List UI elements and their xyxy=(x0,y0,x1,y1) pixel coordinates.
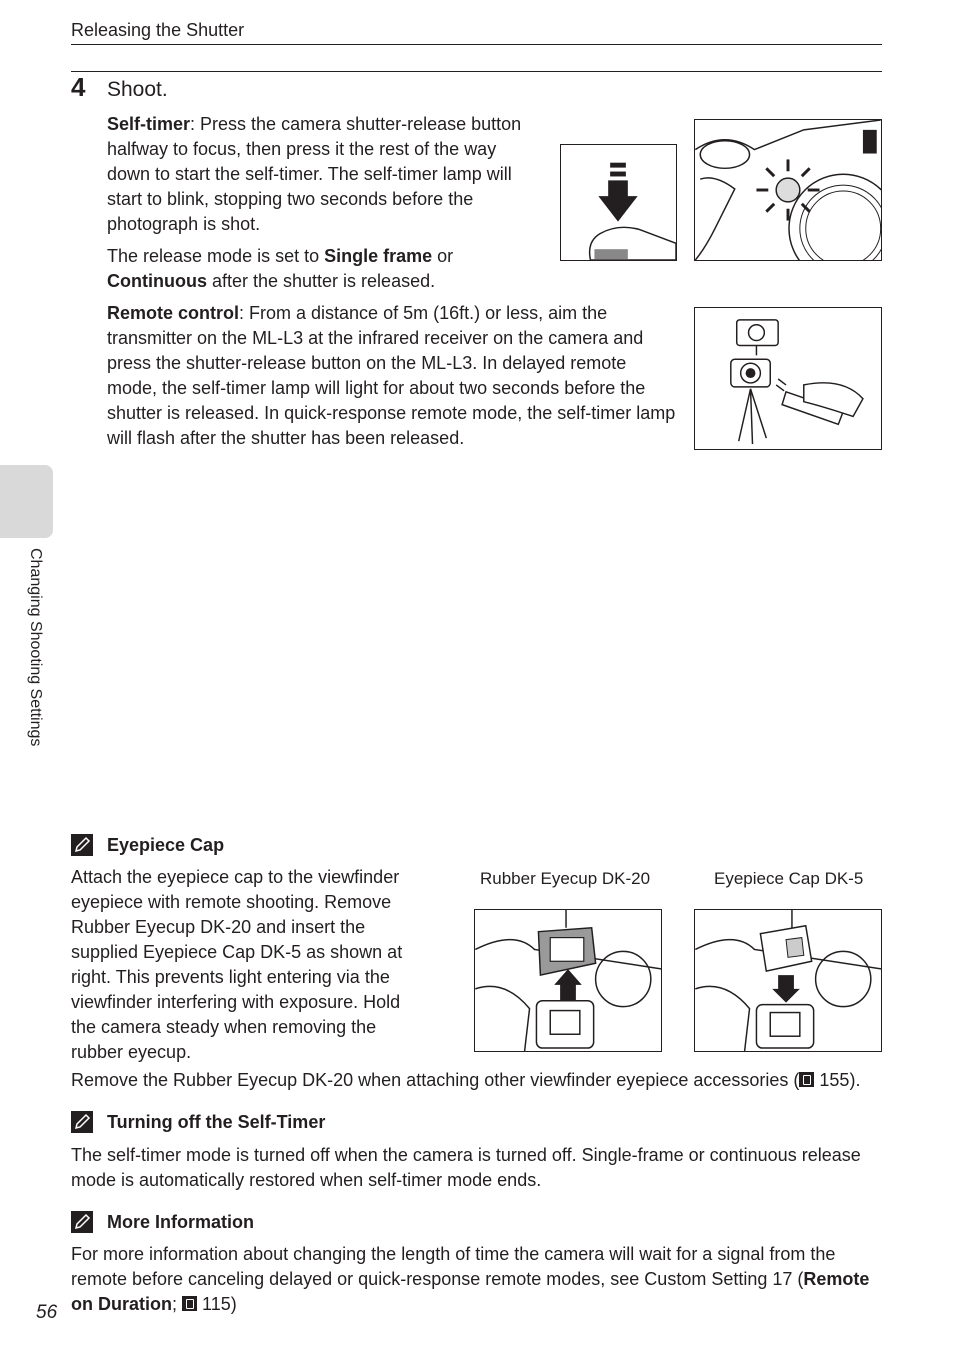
self-timer-label: Self-timer xyxy=(107,114,191,134)
remote-on-duration-label: Remote on Duration xyxy=(71,1269,870,1314)
note-pencil-icon xyxy=(71,834,93,856)
release-mode-post: after the shutter is released. xyxy=(206,271,436,291)
more-info-text: For more information about changing the length of time the camera will wait for a signal from the remote before canceling delayed or quick-response remote modes, see Custom Setting 17 ( xyxy=(71,1244,836,1289)
chapter-label: Changing Shooting Settings xyxy=(27,548,44,747)
more-info-body xyxy=(71,1242,886,1317)
more-info-close: ) xyxy=(230,1294,237,1314)
eyepiece-footer-text: Remove the Rubber Eyecup DK-20 when attaching other viewfinder eyepiece accessories ( xyxy=(71,1070,800,1090)
more-info-sep: ; xyxy=(172,1294,183,1314)
step-rule xyxy=(71,71,882,72)
remote-control-label: Remote control xyxy=(107,303,240,323)
eyepiece-note-title: Eyepiece Cap xyxy=(107,835,225,855)
release-mode-pre: The release mode is set to xyxy=(107,246,325,266)
page-reference-icon xyxy=(799,1072,814,1087)
self-timer-off-title: Turning off the Self-Timer xyxy=(107,1112,326,1132)
continuous-label: Continuous xyxy=(107,271,207,291)
step-number: 4 xyxy=(71,72,86,102)
remote-control-illustration xyxy=(694,307,882,450)
self-timer-off-body: The self-timer mode is turned off when the camera is turned off. Single-frame or continuous release mode is automatically restored when self-timer mode ends. xyxy=(71,1145,861,1190)
release-mode-paragraph xyxy=(107,244,537,294)
more-info-title: More Information xyxy=(107,1212,254,1232)
dk20-caption: Rubber Eyecup DK-20 xyxy=(480,869,651,888)
section-title: Releasing the Shutter xyxy=(71,20,245,40)
self-timer-text: : Press the camera shutter-release button halfway to focus, then press it the rest of the way down to start the self-timer. The self-timer lamp will start to blink, stopping two seconds before the photograph is shot. xyxy=(107,114,522,234)
rubber-eyecup-illustration xyxy=(474,909,662,1052)
note-pencil-icon xyxy=(71,1211,93,1233)
self-timer-lamp-illustration xyxy=(694,119,882,261)
shutter-press-illustration xyxy=(560,144,677,261)
single-frame-label: Single frame xyxy=(324,246,433,266)
remote-control-paragraph xyxy=(107,301,677,451)
release-mode-or: or xyxy=(432,246,454,266)
eyepiece-cap-illustration xyxy=(694,909,882,1052)
eyepiece-footer-page-ref[interactable]: 155 xyxy=(819,1070,850,1090)
eyepiece-footer-close: ). xyxy=(849,1070,861,1090)
eyepiece-note-body: Attach the eyepiece cap to the viewfinder eyepiece with remote shooting. Remove Rubber Eyecup DK-20 and insert the supplied Eyepiece Cap DK-5 as shown at right. This prevents light entering via the viewfinder interfering with exposure. Hold the camera steady when removing the rubber eyecup. xyxy=(71,867,403,1062)
step-title: Shoot. xyxy=(107,78,168,101)
self-timer-paragraph xyxy=(107,112,537,237)
header-rule xyxy=(71,44,882,45)
eyepiece-note-footer xyxy=(71,1068,891,1093)
more-info-page-ref[interactable]: 115 xyxy=(202,1294,231,1314)
page-reference-icon xyxy=(182,1296,197,1311)
remote-control-text: : From a distance of 5m (16ft.) or less, aim the transmitter on the ML-L3 at the infrared receiver on the camera and press the shutter-release button on the ML-L3. In delayed remote mode, the self-timer lamp will light for about two seconds before the shutter is released. In quick-response remote mode, the self-timer lamp will flash after the shutter has been released. xyxy=(107,303,676,448)
dk5-caption: Eyepiece Cap DK-5 xyxy=(714,869,864,888)
note-pencil-icon xyxy=(71,1111,93,1133)
page-number: 56 xyxy=(36,1302,58,1323)
chapter-tab xyxy=(0,465,53,538)
